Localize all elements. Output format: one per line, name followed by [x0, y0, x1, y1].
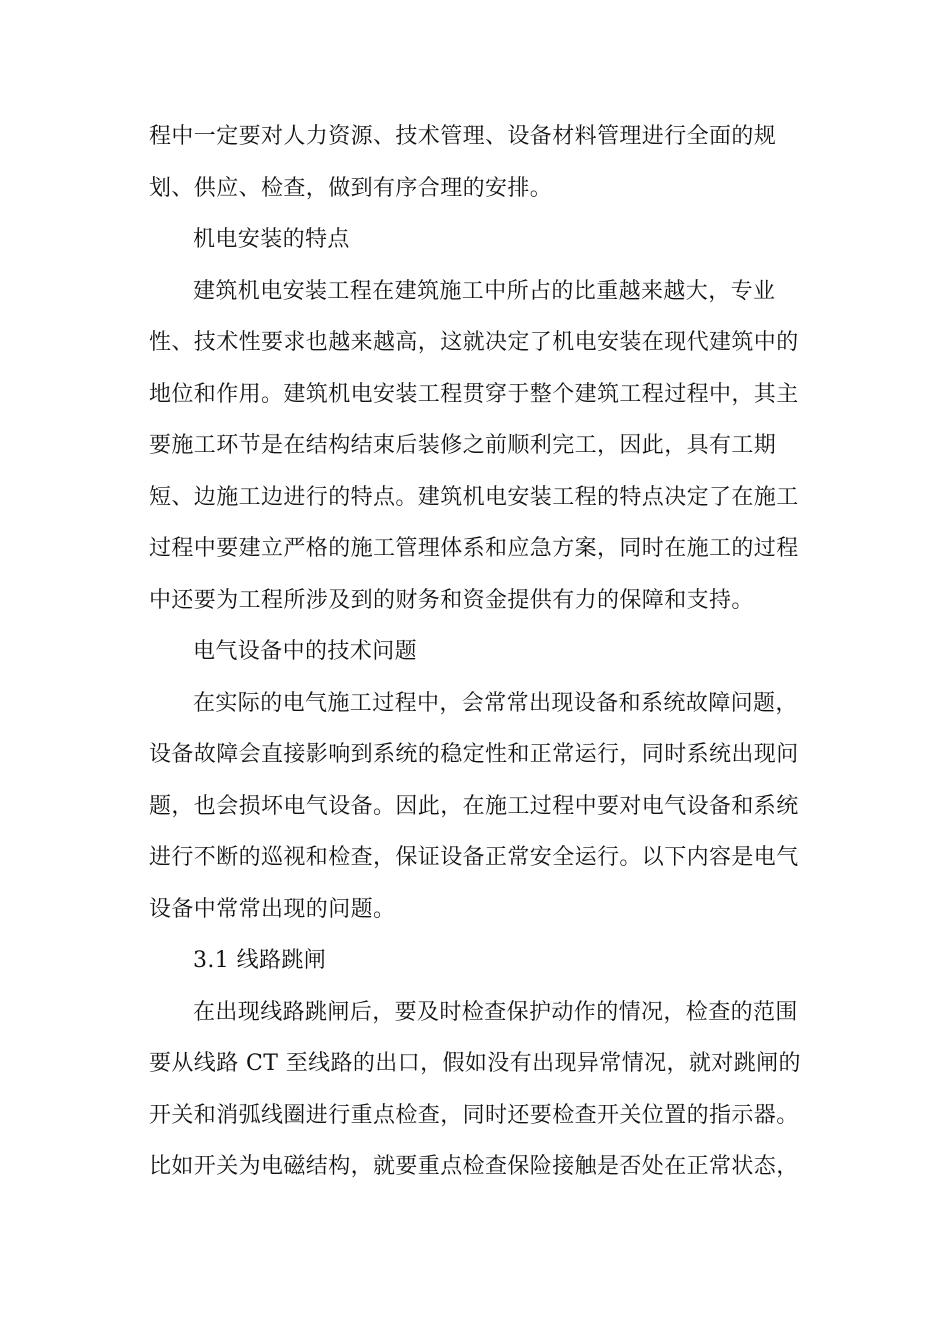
section-heading: 3.1 线路跳闸 — [193, 948, 327, 973]
paragraph-line: 设备故障会直接影响到系统的稳定性和正常运行，同时系统出现问 — [149, 742, 799, 767]
paragraph-line: 建筑机电安装工程在建筑施工中所占的比重越来越大，专业 — [193, 279, 776, 304]
paragraph-line: 设备中常常出现的问题。 — [149, 897, 396, 922]
paragraph-line: 划、供应、检查，做到有序合理的安排。 — [149, 176, 553, 201]
paragraph-line: 要从线路 CT 至线路的出口，假如没有出现异常情况，就对跳闸的 — [149, 1051, 801, 1076]
section-heading: 机电安装的特点 — [193, 227, 350, 252]
section-heading: 电气设备中的技术问题 — [193, 639, 418, 664]
paragraph-line: 要施工环节是在结构结束后装修之前顺利完工，因此，具有工期 — [149, 433, 777, 458]
paragraph-line: 在实际的电气施工过程中，会常常出现设备和系统故障问题， — [193, 691, 798, 716]
paragraph-line: 开关和消弧线圈进行重点检查，同时还要检查开关位置的指示器。 — [149, 1103, 799, 1128]
paragraph-line: 题，也会损坏电气设备。因此，在施工过程中要对电气设备和系统 — [149, 794, 799, 819]
paragraph-line: 短、边施工边进行的特点。建筑机电安装工程的特点决定了在施工 — [149, 485, 799, 510]
paragraph-line: 在出现线路跳闸后，要及时检查保护动作的情况，检查的范围 — [193, 1000, 798, 1025]
paragraph-line: 过程中要建立严格的施工管理体系和应急方案，同时在施工的过程 — [149, 536, 799, 561]
paragraph-line: 地位和作用。建筑机电安装工程贯穿于整个建筑工程过程中，其主 — [149, 382, 799, 407]
paragraph-line: 进行不断的巡视和检查，保证设备正常安全运行。以下内容是电气 — [149, 845, 799, 870]
paragraph-line: 比如开关为电磁结构，就要重点检查保险接触是否处在正常状态， — [149, 1154, 799, 1179]
paragraph-line: 性、技术性要求也越来越高，这就决定了机电安装在现代建筑中的 — [149, 330, 799, 355]
paragraph-line: 程中一定要对人力资源、技术管理、设备材料管理进行全面的规 — [149, 124, 777, 149]
paragraph-line: 中还要为工程所涉及到的财务和资金提供有力的保障和支持。 — [149, 588, 754, 613]
